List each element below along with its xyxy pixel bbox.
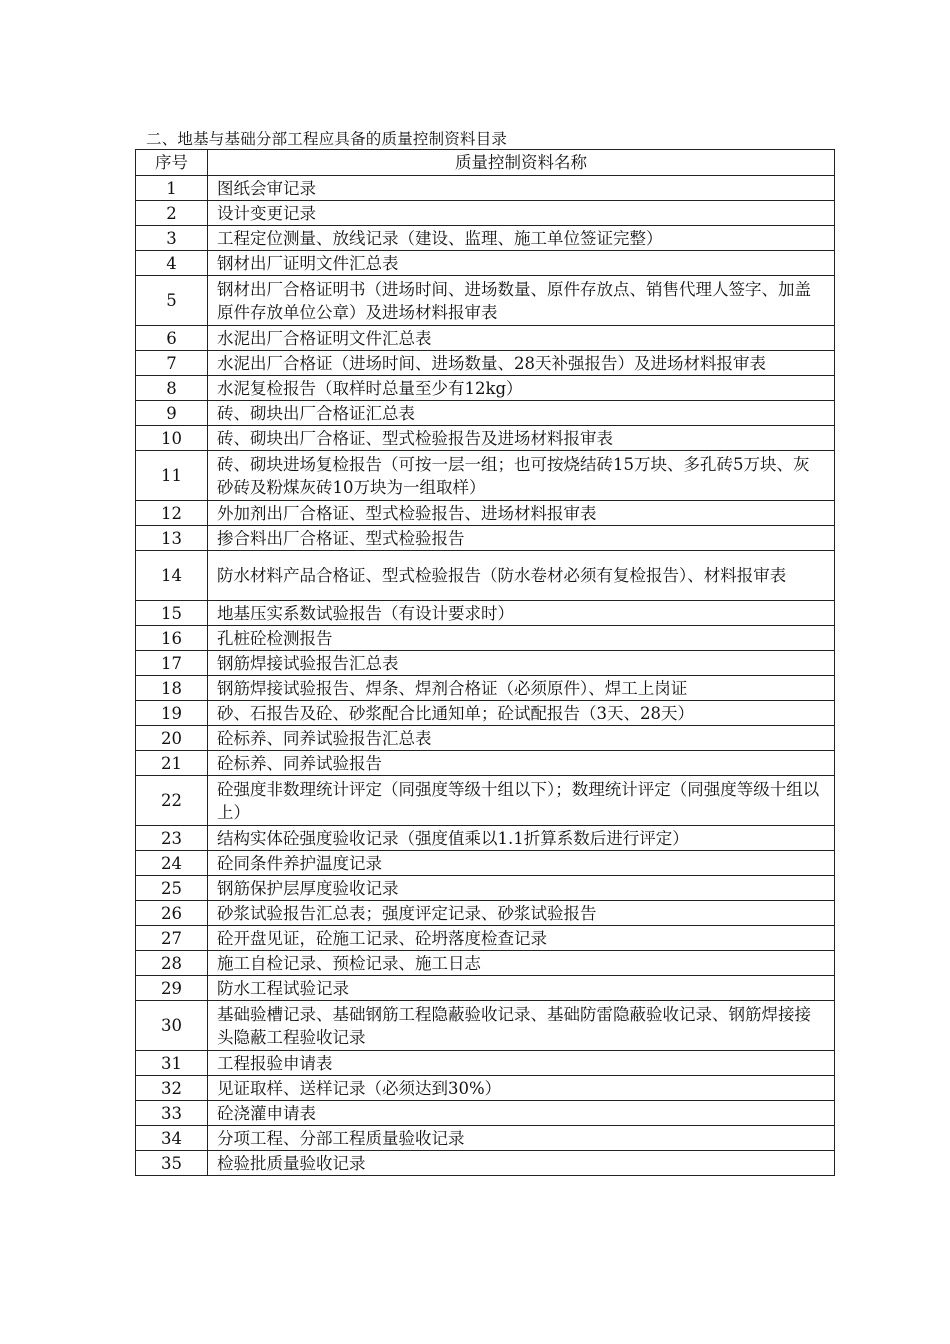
table-row (136, 201, 835, 226)
row-number: 30 (136, 1001, 208, 1051)
section-heading: 二、地基与基础分部工程应具备的质量控制资料目录 (146, 130, 508, 148)
document-name: 水泥出厂合格证（进场时间、进场数量、28天补强报告）及进场材料报审表 (208, 351, 835, 376)
document-name: 砼标养、同养试验报告 (208, 751, 835, 776)
row-number: 13 (136, 526, 208, 551)
table-row (136, 401, 835, 426)
row-number: 9 (136, 401, 208, 426)
table-row (136, 676, 835, 701)
document-name: 地基压实系数试验报告（有设计要求时） (208, 601, 835, 626)
row-number: 22 (136, 776, 208, 826)
table-row (136, 976, 835, 1001)
table-row (136, 726, 835, 751)
document-name: 孔桩砼检测报告 (208, 626, 835, 651)
document-name: 砼标养、同养试验报告汇总表 (208, 726, 835, 751)
table-row (136, 951, 835, 976)
table-row (136, 626, 835, 651)
row-number: 33 (136, 1101, 208, 1126)
document-name: 砼同条件养护温度记录 (208, 851, 835, 876)
row-number: 4 (136, 251, 208, 276)
document-name: 钢筋保护层厚度验收记录 (208, 876, 835, 901)
row-number: 2 (136, 201, 208, 226)
document-name: 水泥出厂合格证明文件汇总表 (208, 326, 835, 351)
row-number: 14 (136, 551, 208, 601)
document-name: 工程报验申请表 (208, 1051, 835, 1076)
document-name: 工程定位测量、放线记录（建设、监理、施工单位签证完整） (208, 226, 835, 251)
row-number: 8 (136, 376, 208, 401)
table-row (136, 376, 835, 401)
table-row (136, 851, 835, 876)
table-row (136, 901, 835, 926)
table-row (136, 826, 835, 851)
table-row (136, 651, 835, 676)
row-number: 19 (136, 701, 208, 726)
column-header-name: 质量控制资料名称 (208, 150, 835, 176)
table-row (136, 1151, 835, 1176)
document-name: 设计变更记录 (208, 201, 835, 226)
row-number: 18 (136, 676, 208, 701)
table-row (136, 601, 835, 626)
document-name: 见证取样、送样记录（必须达到30%） (208, 1076, 835, 1101)
document-name: 砼开盘见证，砼施工记录、砼坍落度检查记录 (208, 926, 835, 951)
document-name: 砂、石报告及砼、砂浆配合比通知单；砼试配报告（3天、28天） (208, 701, 835, 726)
table-row (136, 501, 835, 526)
row-number: 20 (136, 726, 208, 751)
row-number: 26 (136, 901, 208, 926)
table-row (136, 926, 835, 951)
row-number: 28 (136, 951, 208, 976)
quality-control-documents-table (135, 149, 835, 1176)
document-name: 掺合料出厂合格证、型式检验报告 (208, 526, 835, 551)
table-row (136, 1051, 835, 1076)
row-number: 34 (136, 1126, 208, 1151)
row-number: 1 (136, 176, 208, 201)
document-name: 外加剂出厂合格证、型式检验报告、进场材料报审表 (208, 501, 835, 526)
table-row (136, 251, 835, 276)
document-name: 砂浆试验报告汇总表；强度评定记录、砂浆试验报告 (208, 901, 835, 926)
row-number: 7 (136, 351, 208, 376)
table-row (136, 276, 835, 326)
document-name: 砖、砌块进场复检报告（可按一层一组；也可按烧结砖15万块、多孔砖5万块、灰砂砖及粉煤灰砖10万块为一组取样） (208, 451, 835, 501)
document-name: 防水材料产品合格证、型式检验报告（防水卷材必须有复检报告）、材料报审表 (208, 551, 835, 601)
document-name: 砖、砌块出厂合格证汇总表 (208, 401, 835, 426)
document-name: 钢筋焊接试验报告汇总表 (208, 651, 835, 676)
table-row (136, 751, 835, 776)
document-name: 钢筋焊接试验报告、焊条、焊剂合格证（必须原件）、焊工上岗证 (208, 676, 835, 701)
table-header-row (136, 150, 835, 176)
table-row (136, 226, 835, 251)
row-number: 12 (136, 501, 208, 526)
document-name: 防水工程试验记录 (208, 976, 835, 1001)
row-number: 25 (136, 876, 208, 901)
row-number: 5 (136, 276, 208, 326)
table-row (136, 1001, 835, 1051)
table-row (136, 1126, 835, 1151)
row-number: 32 (136, 1076, 208, 1101)
table-row (136, 1101, 835, 1126)
row-number: 29 (136, 976, 208, 1001)
table-row (136, 326, 835, 351)
document-name: 施工自检记录、预检记录、施工日志 (208, 951, 835, 976)
row-number: 24 (136, 851, 208, 876)
row-number: 21 (136, 751, 208, 776)
document-name: 钢材出厂合格证明书（进场时间、进场数量、原件存放点、销售代理人签字、加盖原件存放单位公章）及进场材料报审表 (208, 276, 835, 326)
document-name: 钢材出厂证明文件汇总表 (208, 251, 835, 276)
row-number: 6 (136, 326, 208, 351)
table-row (136, 526, 835, 551)
row-number: 27 (136, 926, 208, 951)
column-header-no: 序号 (136, 150, 208, 176)
document-name: 基础验槽记录、基础钢筋工程隐蔽验收记录、基础防雷隐蔽验收记录、钢筋焊接接头隐蔽工程验收记录 (208, 1001, 835, 1051)
document-name: 砼强度非数理统计评定（同强度等级十组以下）；数理统计评定（同强度等级十组以上） (208, 776, 835, 826)
row-number: 23 (136, 826, 208, 851)
document-name: 砖、砌块出厂合格证、型式检验报告及进场材料报审表 (208, 426, 835, 451)
document-name: 水泥复检报告（取样时总量至少有12kg） (208, 376, 835, 401)
row-number: 31 (136, 1051, 208, 1076)
table-row (136, 351, 835, 376)
row-number: 3 (136, 226, 208, 251)
document-name: 图纸会审记录 (208, 176, 835, 201)
row-number: 10 (136, 426, 208, 451)
row-number: 15 (136, 601, 208, 626)
document-name: 分项工程、分部工程质量验收记录 (208, 1126, 835, 1151)
document-name: 结构实体砼强度验收记录（强度值乘以1.1折算系数后进行评定） (208, 826, 835, 851)
table-body (136, 176, 835, 1176)
table-row (136, 1076, 835, 1101)
row-number: 17 (136, 651, 208, 676)
document-name: 检验批质量验收记录 (208, 1151, 835, 1176)
table-row (136, 451, 835, 501)
table-row (136, 701, 835, 726)
table-row (136, 876, 835, 901)
row-number: 11 (136, 451, 208, 501)
row-number: 35 (136, 1151, 208, 1176)
row-number: 16 (136, 626, 208, 651)
table-row (136, 176, 835, 201)
document-name: 砼浇灌申请表 (208, 1101, 835, 1126)
table-row (136, 776, 835, 826)
table-row (136, 426, 835, 451)
table-row (136, 551, 835, 601)
